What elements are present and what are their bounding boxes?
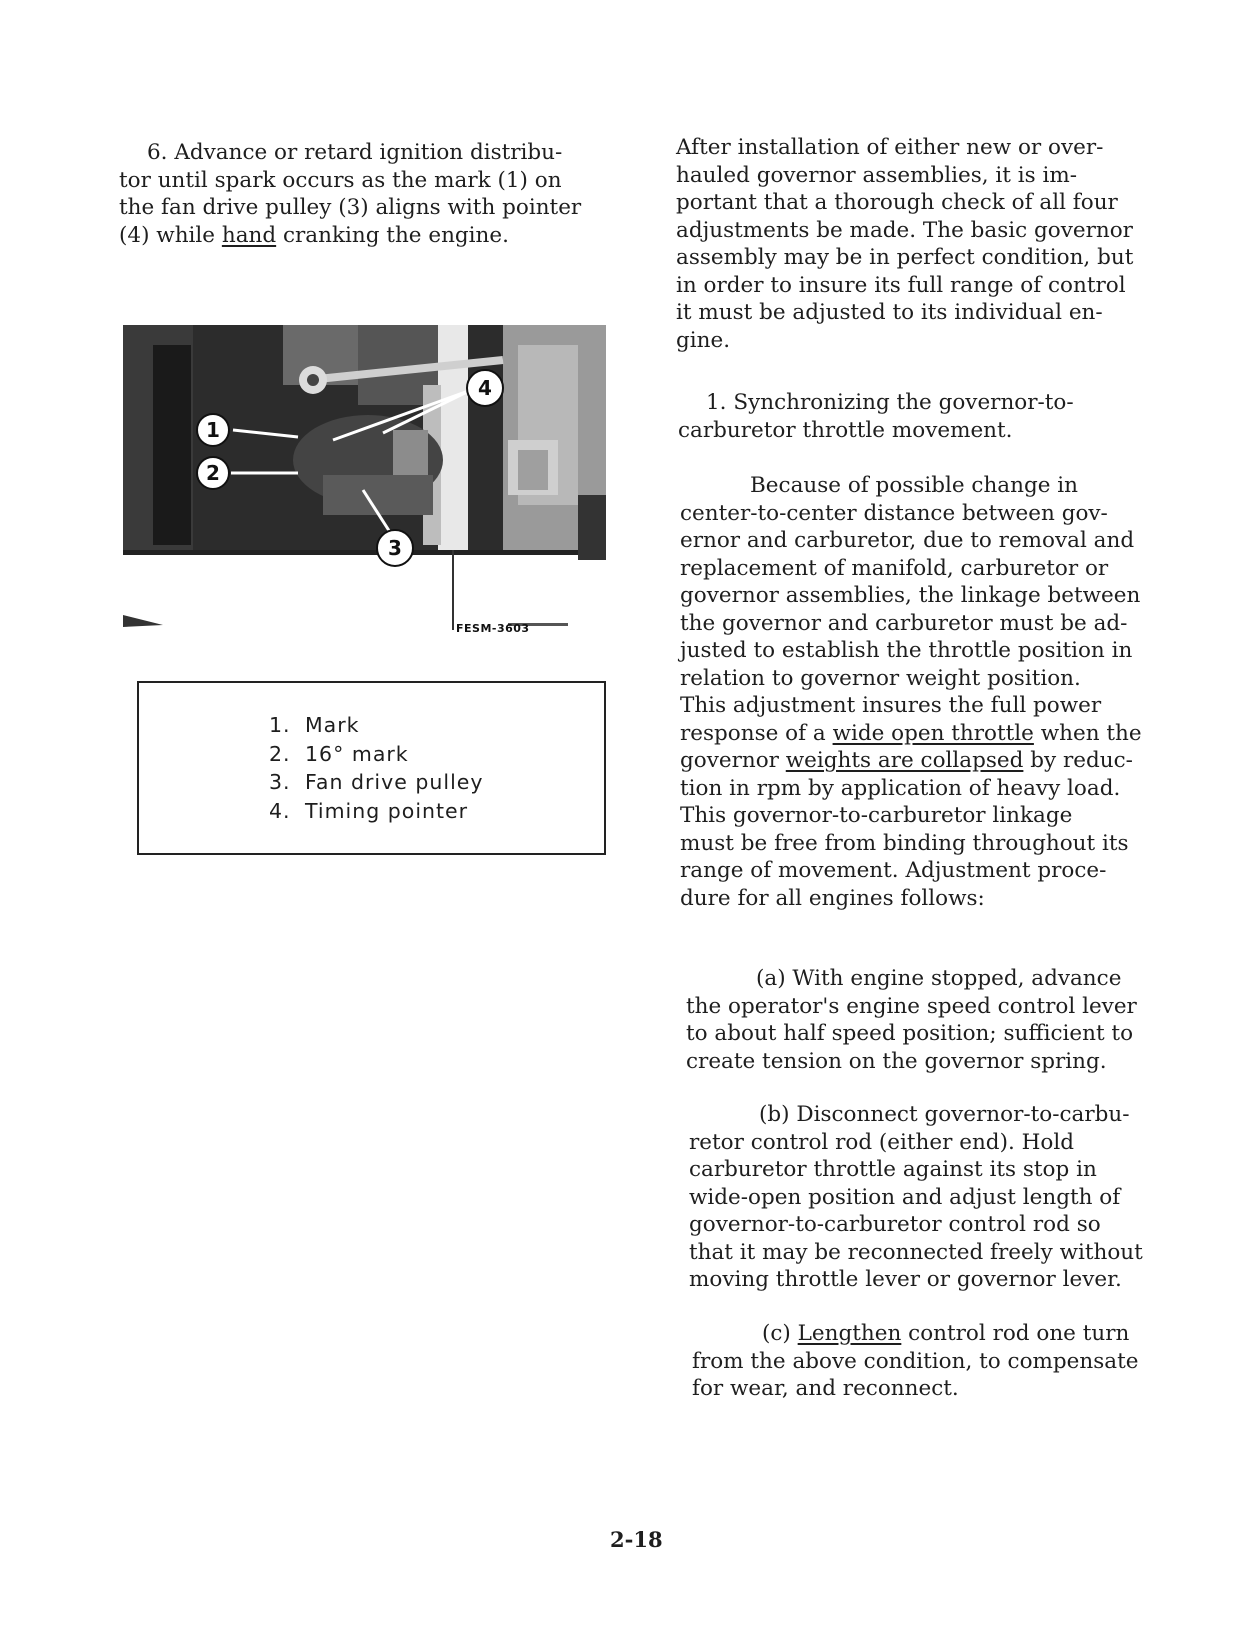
step-b-line: carburetor throttle against its stop in [689,1157,1097,1182]
engine-photo [123,325,606,660]
because-line: governor assemblies, the linkage between [680,583,1141,608]
underlined-wide-open-throttle: wide open throttle [832,720,1034,746]
because-line: the governor and carburetor must be ad- [680,610,1128,636]
legend-number: 2. [269,741,291,766]
because-line: This adjustment insures the full power [680,693,1102,718]
step-c-text: (c) [762,1321,798,1346]
svg-text:2: 2 [206,461,220,485]
step-a-line: (a) With engine stopped, advance [756,966,1122,991]
step-a-line: create tension on the governor spring. [686,1048,1107,1074]
legend-number: 4. [269,798,291,823]
intro-line: hauled governor assemblies, it is im- [676,162,1078,188]
step-6-paragraph [119,139,581,249]
timing-mark-figure [123,325,606,660]
underlined-weights-collapsed: weights are collapsed [785,748,1024,773]
svg-text:3: 3 [388,536,402,560]
because-line: This governor-to-carburetor linkage [680,803,1073,828]
step-1-heading [678,389,1074,444]
step-6-line [119,222,581,250]
because-line: tion in rpm by application of heavy load. [680,775,1121,801]
engine-photo-illustration [123,325,606,660]
intro-line: it must be adjusted to its individual en- [676,300,1103,325]
intro-paragraph [676,134,1133,354]
step-1-line: carburetor throttle movement. [678,417,1013,443]
step-b-line: wide-open position and adjust length of [689,1184,1121,1210]
step-a-line: to about half speed position; sufficient to [686,1021,1134,1046]
step-b-paragraph [689,1101,1143,1294]
step-6-text: cranking the engine. [276,222,509,248]
step-c-line: for wear, and reconnect. [692,1376,959,1401]
legend-item [269,797,484,826]
because-line [680,747,1142,775]
legend-number: 1. [269,713,291,737]
because-line: ernor and carburetor, due to removal and [680,528,1135,553]
step-b-line: (b) Disconnect governor-to-carbu- [759,1102,1130,1127]
svg-text:1: 1 [206,418,220,442]
intro-line: adjustments be made. The basic governor [676,217,1133,243]
step-b-line: that it may be reconnected freely without [689,1239,1143,1265]
because-text: by reduc- [1023,748,1133,773]
intro-line: assembly may be in perfect condition, but [676,245,1134,270]
because-text: governor [680,748,786,773]
step-a-line: the operator's engine speed control lever [686,993,1137,1019]
callout-1 [197,414,229,446]
underlined-word-hand: hand [221,222,277,248]
because-line: justed to establish the throttle position in [680,638,1133,663]
step-c-text: control rod one turn [901,1321,1130,1346]
because-line: replacement of manifold, carburetor or [680,555,1109,581]
step-1-line: 1. Synchronizing the governor-to- [706,390,1074,415]
because-line [680,720,1142,748]
step-c-paragraph [692,1320,1138,1403]
step-b-line: moving throttle lever or governor lever. [689,1267,1122,1292]
legend-text: 16° mark [305,741,409,766]
because-line: dure for all engines follows: [680,885,985,911]
svg-text:4: 4 [478,376,492,400]
step-6-line: tor until spark occurs as the mark (1) on [119,167,562,193]
because-line: range of movement. Adjustment proce- [680,858,1107,883]
callout-2 [197,457,229,489]
intro-line: in order to insure its full range of control [676,272,1126,298]
because-text: response of a [680,720,833,746]
figure-code: FESM-3603 [456,622,530,635]
because-paragraph [680,472,1142,912]
step-b-line: governor-to-carburetor control rod so [689,1212,1101,1237]
page-number: 2-18 [610,1527,663,1552]
step-c-line: from the above condition, to compensate [692,1348,1139,1374]
step-6-line: the fan drive pulley (3) aligns with pointer [119,195,582,220]
step-b-line: retor control rod (either end). Hold [689,1129,1074,1155]
callout-3 [377,530,413,566]
callout-4 [467,370,503,406]
legend-item [269,740,484,769]
legend-item [269,711,484,740]
intro-line: gine. [676,327,731,353]
legend-list [269,711,484,825]
because-line: must be free from binding throughout its [680,830,1129,856]
legend-text: Mark [305,713,360,737]
legend-number: 3. [269,770,291,794]
intro-line: portant that a thorough check of all four [676,190,1118,215]
legend-item [269,768,484,797]
because-line: relation to governor weight position. [680,665,1081,691]
because-line: Because of possible change in [750,473,1079,498]
intro-line: After installation of either new or over- [676,135,1104,160]
because-line: center-to-center distance between gov- [680,500,1108,526]
because-text: when the [1033,720,1142,746]
legend-text: Fan drive pulley [305,770,484,794]
step-c-line [692,1320,1138,1348]
figure-legend [137,681,606,855]
underlined-word-lengthen: Lengthen [797,1321,902,1346]
step-a-paragraph [686,965,1137,1075]
step-6-text: (4) while [119,222,222,248]
legend-text: Timing pointer [305,798,469,823]
step-6-line: 6. Advance or retard ignition distribu- [147,140,563,165]
